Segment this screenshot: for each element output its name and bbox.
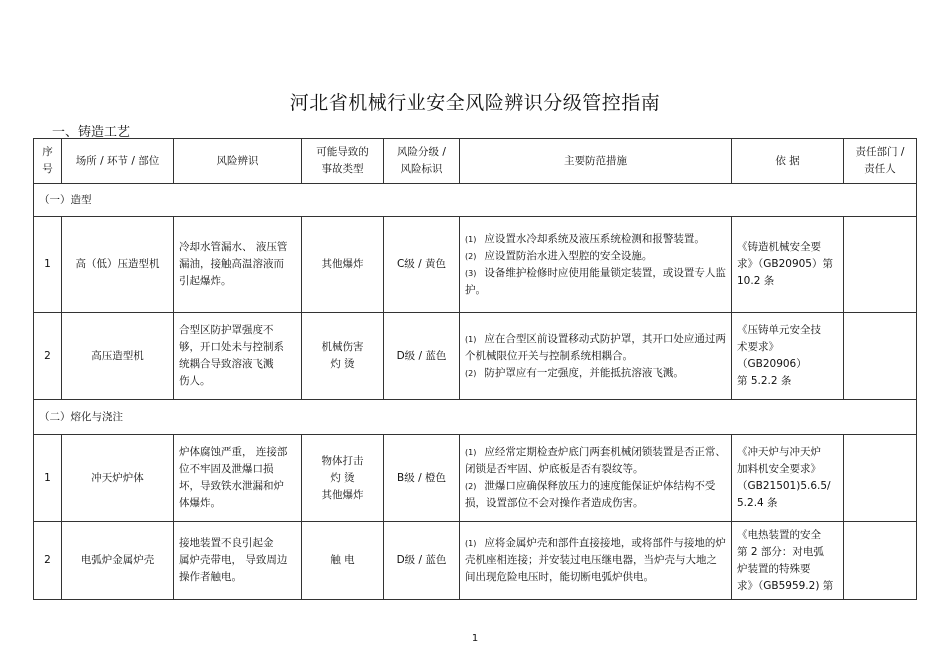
row-place: 高压造型机: [62, 313, 174, 400]
group-label: （一）造型: [34, 184, 917, 217]
row-place: 冲天炉炉体: [62, 435, 174, 522]
row-seq: 1: [34, 217, 62, 313]
measure-item: (3) 设备维护检修时应使用能量锁定装置，或设置专人监护。: [465, 266, 726, 296]
row-risk: 炉体腐蚀严重， 连接部 位不牢固及泄爆口损 坏，导致铁水泄漏和炉 体爆炸。: [174, 435, 302, 522]
row-level: D级 / 蓝色: [384, 313, 460, 400]
header-accident: 可能导致的 事故类型: [302, 139, 384, 184]
row-place: 电弧炉金属炉壳: [62, 522, 174, 600]
row-basis: 《电热装置的安全 第 2 部分：对电弧 炉装置的特殊要 求》（GB5959.2) 第: [732, 522, 844, 600]
row-seq: 1: [34, 435, 62, 522]
row-place: 高（低）压造型机: [62, 217, 174, 313]
row-accident: 其他爆炸: [302, 217, 384, 313]
measure-item: (2) 应设置防治水进入型腔的安全设施。: [465, 249, 653, 262]
row-dept: [844, 522, 917, 600]
row-measures: [460, 217, 732, 313]
measure-item: (2) 防护罩应有一定强度，并能抵抗溶液飞溅。: [465, 366, 684, 379]
row-accident: 机械伤害 灼 烫: [302, 313, 384, 400]
row-risk: 接地装置不良引起金 属炉壳带电， 导致周边 操作者触电。: [174, 522, 302, 600]
table-row: [34, 522, 917, 600]
row-basis: 《冲天炉与冲天炉 加料机安全要求》 （GB21501)5.6.5/ 5.2.4 条: [732, 435, 844, 522]
measure-item: (1) 应设置水冷却系统及液压系统检测和报警装置。: [465, 232, 705, 245]
row-dept: [844, 435, 917, 522]
row-risk: 合型区防护罩强度不 够，开口处未与控制系 统耦合导致溶液飞溅 伤人。: [174, 313, 302, 400]
row-level: B级 / 橙色: [384, 435, 460, 522]
measure-item: (1) 应经常定期检查炉底门两套机械闭锁装置是否正常、闭锁是否牢固、炉底板是否有裂纹等。: [465, 446, 726, 475]
group-row: [34, 400, 917, 435]
header-dept: 责任部门 / 责任人: [844, 139, 917, 184]
header-basis: 依 据: [732, 139, 844, 184]
group-row: [34, 184, 917, 217]
page-number: 1: [471, 633, 479, 644]
row-accident: 物体打击 灼 烫 其他爆炸: [302, 435, 384, 522]
table-row: [34, 435, 917, 522]
header-measures: 主要防范措施: [460, 139, 732, 184]
row-measures: [460, 435, 732, 522]
table-header-row: [34, 139, 917, 184]
row-seq: 2: [34, 522, 62, 600]
row-dept: [844, 313, 917, 400]
row-level: C级 / 黄色: [384, 217, 460, 313]
header-place: 场所 / 环节 / 部位: [62, 139, 174, 184]
measure-item: (2) 泄爆口应确保释放压力的速度能保证炉体结构不受损，设置部位不会对操作者造成伤害。: [465, 480, 716, 509]
measure-item: (1) 应将金属炉壳和部件直接接地，或将部件与接地的炉壳机座相连接；并安装过电压继电器，当炉壳与大地之间出现危险电压时，能切断电弧炉供电。: [465, 537, 726, 583]
section-title: 一、铸造工艺: [52, 125, 131, 140]
row-seq: 2: [34, 313, 62, 400]
risk-table: [33, 138, 917, 600]
header-level: 风险分级 / 风险标识: [384, 139, 460, 184]
document-title: 河北省机械行业安全风险辨识分级管控指南: [289, 92, 661, 114]
row-basis: 《铸造机械安全要 求》（GB20905）第 10.2 条: [732, 217, 844, 313]
header-seq: 序 号: [34, 139, 62, 184]
row-level: D级 / 蓝色: [384, 522, 460, 600]
header-risk: 风险辨识: [174, 139, 302, 184]
table-row: [34, 313, 917, 400]
row-accident: 触 电: [302, 522, 384, 600]
measure-item: (1) 应在合型区前设置移动式防护罩，其开口处应通过两个机械限位开关与控制系统相耦合。: [465, 332, 726, 362]
row-basis: 《压铸单元安全技 术要求》（GB20906） 第 5.2.2 条: [732, 313, 844, 400]
row-measures: [460, 313, 732, 400]
row-risk: 冷却水管漏水、 液压管 漏油，接触高温溶液而 引起爆炸。: [174, 217, 302, 313]
table-row: [34, 217, 917, 313]
row-measures: [460, 522, 732, 600]
row-dept: [844, 217, 917, 313]
group-label: （二）熔化与浇注: [34, 400, 917, 435]
